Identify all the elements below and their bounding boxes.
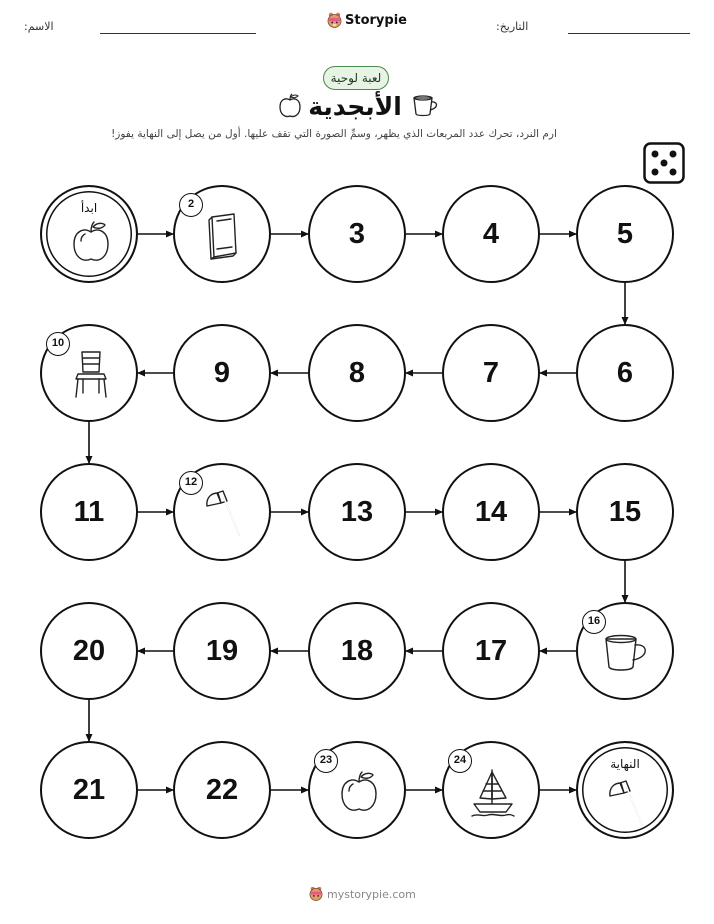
cup-icon — [600, 631, 654, 679]
board-square — [442, 185, 540, 283]
square-number-badge: 16 — [582, 610, 606, 634]
square-number: 20 — [72, 634, 106, 667]
square-number: 6 — [616, 356, 634, 389]
start-square — [40, 185, 138, 283]
board-square — [173, 324, 271, 422]
square-number: 11 — [73, 495, 105, 528]
square-number: 17 — [474, 634, 508, 667]
board-square — [576, 185, 674, 283]
board-square — [173, 741, 271, 839]
start-label: ابدأ — [80, 201, 98, 215]
instructions: ارم النرد، تحرك عدد المربعات الذي يظهر، وسمِّ الصورة التي تقف عليها. أول من يصل إلى النهاية يفوز! — [111, 128, 557, 140]
board-square-picture — [442, 741, 540, 839]
board-square — [442, 602, 540, 700]
date-label: التاريخ: — [496, 20, 529, 33]
board-square-picture — [173, 463, 271, 561]
board-square — [40, 602, 138, 700]
square-number: 22 — [205, 773, 239, 806]
board-square — [173, 602, 271, 700]
board-square — [308, 185, 406, 283]
game-type-tag: لعبة لوحية — [323, 66, 389, 90]
board-square — [442, 324, 540, 422]
apple-icon — [69, 219, 113, 271]
name-label: الاسم: — [24, 20, 54, 33]
board-square — [442, 463, 540, 561]
finish-square — [576, 741, 674, 839]
board-square-picture — [40, 324, 138, 422]
board-square — [308, 324, 406, 422]
square-number: 14 — [474, 495, 508, 528]
board-square — [40, 741, 138, 839]
page-title: الأبجدية — [308, 92, 402, 121]
square-number: 4 — [482, 217, 500, 250]
chair-icon — [71, 348, 111, 404]
square-number: 7 — [482, 356, 500, 389]
square-number: 9 — [213, 356, 231, 389]
footer-site[interactable]: mystorypie.com — [327, 887, 416, 901]
square-number-badge: 10 — [46, 332, 70, 356]
square-number: 3 — [348, 217, 366, 250]
board-square — [576, 463, 674, 561]
square-number-badge: 2 — [179, 193, 203, 217]
apple-icon — [337, 769, 381, 821]
brand-name: Storypie — [345, 13, 407, 28]
square-number: 18 — [340, 634, 374, 667]
storypie-mascot-icon — [309, 886, 323, 902]
board-square — [308, 463, 406, 561]
square-number: 13 — [340, 495, 374, 528]
axe-icon — [604, 777, 650, 835]
board-square — [308, 602, 406, 700]
axe-icon — [201, 487, 247, 545]
square-number: 15 — [608, 495, 642, 528]
board-square-picture — [308, 741, 406, 839]
finish-label: النهاية — [610, 757, 640, 771]
square-number: 5 — [616, 217, 634, 250]
sailboat-icon — [470, 766, 516, 822]
board-square-picture — [173, 185, 271, 283]
square-number-badge: 12 — [179, 471, 203, 495]
square-number: 19 — [205, 634, 239, 667]
book-icon — [204, 211, 244, 265]
board-square — [576, 324, 674, 422]
square-number-badge: 23 — [314, 749, 338, 773]
square-number-badge: 24 — [448, 749, 472, 773]
square-number: 21 — [72, 773, 106, 806]
footer — [309, 886, 416, 902]
board-square-picture — [576, 602, 674, 700]
board-square — [40, 463, 138, 561]
square-number: 8 — [348, 356, 366, 389]
